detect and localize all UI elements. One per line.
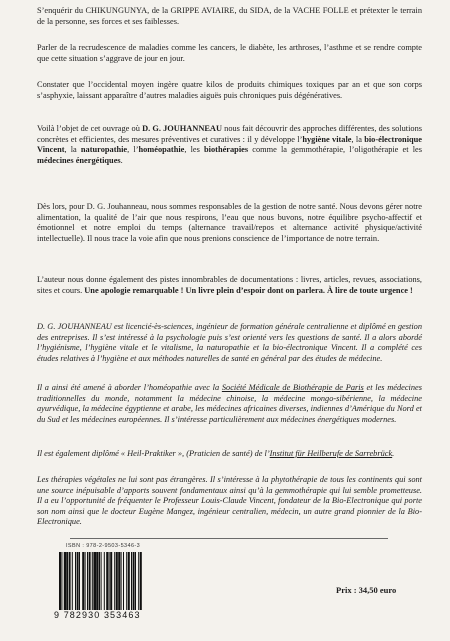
barcode-bar (99, 552, 100, 610)
barcode-bar (106, 552, 108, 610)
text-run: Les thérapies végétales ne lui sont pas étrangères. Il s’intéresse à la phytothérapie de tous les continents qui sont une source inépuisable d’apports souvent fondamentaux ainsi qu’à la gemmothérapie qui lui semble prometteuse. Il a eu l’opportunité de fréquenter le Professeur Louis-Claude Vincent, fondateur de la Bio-Electronique qui porte son nom ainsi que le docteur Eugène Mangez, ingénieur centralien, médecin, un autre grand pionnier de la Bio-Electronique. (37, 475, 422, 527)
barcode-bar (126, 552, 127, 610)
text-run: Dès lors, pour D. G. Jouhanneau, nous sommes responsables de la gestion de notre santé. Nous devons gérer notre alimentation, la qualité de l’air que nous respirons, l’eau que nous buvons, notre équilibre psycho-affectif et émotionnel et notre emploi du temps (alternance travail/repos et alternance activité physique/activité intellectuelle). Il nous trace la voie afin que nous prenions conscience de l’importance de notre terrain. (37, 202, 422, 243)
text-run: , les (184, 145, 205, 155)
barcode-bar (121, 552, 122, 610)
text-run: Une apologie remarquable ! Un livre plein d’espoir dont on parlera. À lire de toute urgence ! (84, 285, 413, 295)
barcode-bar (93, 552, 96, 610)
bio-paragraph-2 (37, 383, 422, 425)
barcode-bar (82, 552, 84, 610)
barcode-bar (131, 552, 132, 610)
text-run: comme la gemmothérapie, l’oligothérapie et les (248, 145, 422, 155)
text-run: médecines énergétiques (37, 155, 121, 165)
intro-paragraph-3 (37, 80, 422, 101)
text-run: , la (351, 134, 365, 144)
barcode-number: 9 782930 353463 (54, 610, 141, 620)
barcode-bars (58, 552, 166, 610)
text-run: D. G. JOUHANNEAU (142, 124, 222, 133)
isbn-label: ISBN : 978-2-9503-5346-3 (66, 543, 141, 549)
text-run: nous fait découvrir des approches différentes, des solutions concrètes et efficientes, des mesures préventives et curatives : il y développe l’ (37, 124, 422, 144)
intro-paragraph-4 (37, 124, 422, 166)
text-run: D. G. JOUHANNEAU est licencié-ès-sciences, ingénieur de formation générale centralienne et diplômé en gestion des entreprises. Il s’est intéressé à la psychologie puis s’est orienté vers les questions de santé. Il a alors abordé l’hygiénisme, l’hygiène vitale et le vitalisme, la naturopathie et la bio-électronique Vincent. Il a complété ces études relatives à l’hygiène et aux méthodes naturelles de santé en général par des études de médecine. (37, 322, 422, 363)
barcode-bar (67, 552, 68, 610)
barcode-bar (92, 552, 93, 610)
text-run: , la (64, 145, 81, 155)
text-run: homéopathie (138, 145, 185, 155)
barcode-bar (138, 552, 139, 610)
barcode-bar (64, 552, 67, 610)
text-run: bio-électronique Vincent (37, 134, 423, 155)
bio-paragraph-4 (37, 475, 422, 528)
barcode-bar (77, 552, 79, 610)
barcode-bar (109, 552, 110, 610)
text-run: L’auteur nous donne également des pistes innombrables de documentations : livres, articles, revues, associations, sites et cours. (37, 275, 422, 295)
text-run: Voilà l’objet de cet ouvrage où (37, 124, 143, 133)
bio-paragraph-1 (37, 322, 422, 364)
barcode-bar (87, 552, 88, 610)
barcode-bar (123, 552, 124, 610)
barcode-bar (140, 552, 142, 610)
barcode-bar (135, 552, 136, 610)
text-run: S’enquérir du CHIKUNGUNYA, de la GRIPPE AVIAIRE, du SIDA, de la VACHE FOLLE et prétexter le terrain de la personne, ses forces et ses faiblesses. (37, 6, 422, 26)
bio-paragraph-3 (37, 449, 422, 460)
text-run: naturopathie (80, 145, 128, 155)
barcode-bar (59, 552, 61, 610)
barcode-image (58, 552, 166, 610)
barcode-bar (104, 552, 105, 610)
text-run: , l’ (127, 145, 139, 155)
text-run: et les médecines traditionnelles du monde, notamment la médecine chinoise, la médecine mongo-sibérienne, la médecine ayurvédique, la médecine égyptienne et arabe, les médecines africaines diverses, indiennes d’Amérique du Nord et du Sud et les médecines européennes. Il s’intéresse particulièrement aux médecines énergétiques modernes. (37, 383, 422, 424)
text-run: Société Médicale de Biothérapie de Paris (221, 383, 364, 392)
text-run: Parler de la recrudescence de maladies comme les cancers, le diabète, les arthroses, l’asthme et se rendre compte que cette situation s’aggrave de jour en jour. (37, 43, 422, 63)
text-run: Il est également diplômé « Heil-Praktiker », (Praticien de santé) de l’ (37, 449, 270, 458)
barcode-bar (114, 552, 115, 610)
price-label: Prix : 34,50 euro (336, 585, 397, 595)
barcode-bar (79, 552, 80, 610)
text-run: Institut für Heilberufe de Sarrebrück (269, 449, 393, 458)
barcode-bar (75, 552, 76, 610)
barcode-bar (69, 552, 71, 610)
barcode-bar (101, 552, 102, 610)
text-run: Constater que l’occidental moyen ingère quatre kilos de produits chimiques toxiques par an et que son corps s’asphyxie, laissant apparaître d’autres maladies aiguës puis chroniques puis dégénératives. (37, 80, 422, 100)
barcode-bar (110, 552, 112, 610)
barcode-bar (72, 552, 73, 610)
separator-line (70, 538, 388, 539)
barcode-bar (61, 552, 62, 610)
intro-paragraph-1 (37, 6, 422, 27)
barcode-bar (85, 552, 86, 610)
barcode-bar (118, 552, 120, 610)
text-run: Il a ainsi été amené à aborder l’homéopathie avec la (37, 383, 222, 392)
intro-paragraph-5 (37, 202, 422, 244)
text-run: . (392, 449, 395, 458)
barcode-bar (133, 552, 135, 610)
text-run: hygiène vitale (302, 134, 352, 144)
barcode-bar (97, 552, 99, 610)
intro-paragraph-2 (37, 43, 422, 64)
text-run: . (120, 155, 123, 165)
barcode-bar (89, 552, 91, 610)
barcode-bar (116, 552, 118, 610)
intro-paragraph-6 (37, 275, 422, 296)
text-run: biothérapies (204, 145, 249, 155)
barcode-bar (128, 552, 130, 610)
